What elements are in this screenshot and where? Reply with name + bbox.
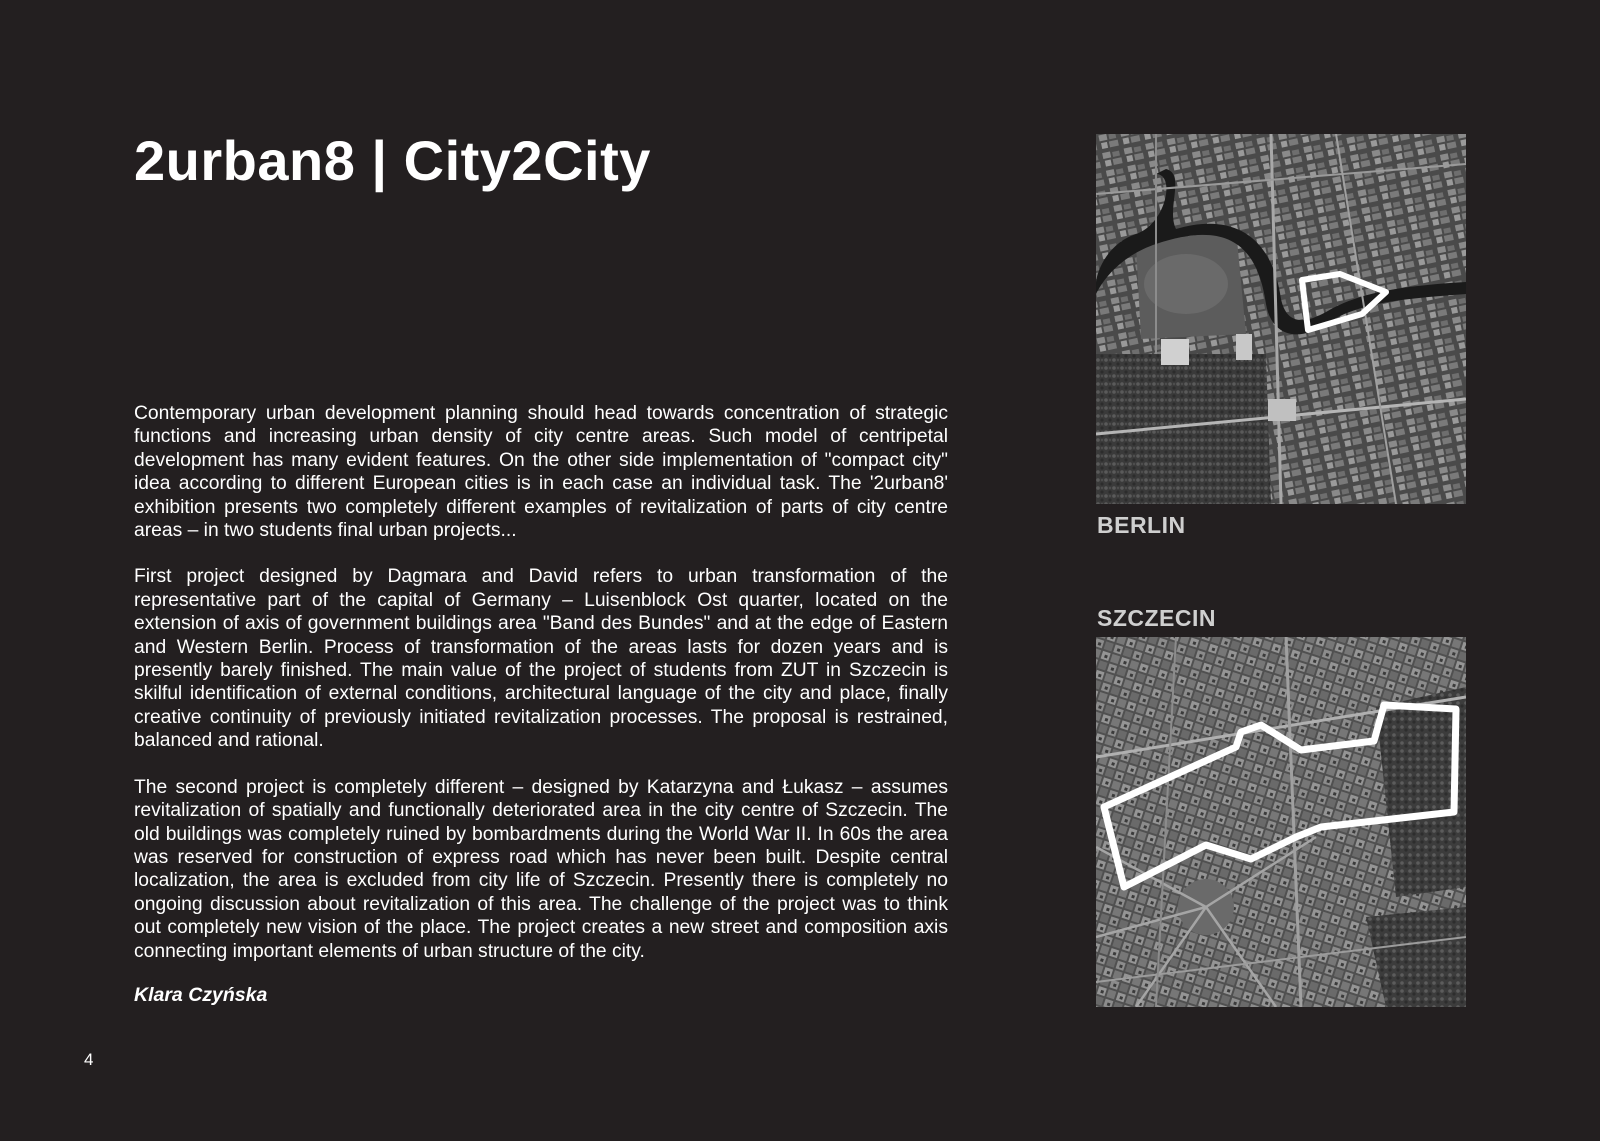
berlin-label: BERLIN	[1097, 512, 1186, 538]
paragraph-intro: Contemporary urban development planning should head towards concentration of strategic functions and increasing urban density of city centre areas. Such model of centripetal development has many evident features. On the other side implementation of "compact city" idea according to different European cities is in each case an individual task. The '2urban8' exhibition presents two completely different examples of revitalization of parts of city centre areas – in two students final urban projects...	[134, 403, 948, 542]
berlin-aerial-map	[1096, 134, 1466, 504]
berlin-map-graphic	[1096, 134, 1466, 504]
szczecin-label: SZCZECIN	[1097, 605, 1216, 631]
paragraph-berlin-project: First project designed by Dagmara and David refers to urban transformation of the representative part of the capital of Germany – Luisenblock Ost quarter, located on the extension of axis of government buildings area "Band des Bundes" and at the edge of Eastern and Western Berlin. Process of transformation of the areas lasts for dozen years and is presently barely finished. The main value of the project of students from ZUT in Szczecin is skilful identification of external conditions, architectural language of the city and place, finally creative continuity of previously initiated revitalization processes. The proposal is restrained, balanced and rational.	[134, 566, 948, 752]
page-title: 2urban8 | City2City	[134, 129, 651, 192]
szczecin-aerial-map	[1096, 637, 1466, 1007]
body-text	[134, 402, 948, 986]
author-name: Klara Czyńska	[134, 984, 268, 1006]
szczecin-map-graphic	[1096, 637, 1466, 1007]
page-number: 4	[84, 1050, 94, 1069]
paragraph-szczecin-project: The second project is completely different – designed by Katarzyna and Łukasz – assumes revitalization of spatially and functionally deteriorated area in the city centre of Szczecin. The old buildings was completely ruined by bombardments during the World War II. In 60s the area was reserved for construction of express road which has never been built. Despite central localization, the area is excluded from city life of Szczecin. Presently there is completely no ongoing discussion about revitalization of this area. The challenge of the project was to think out completely new vision of the place. The project creates a new street and composition axis connecting important elements of urban structure of the city.	[134, 776, 948, 962]
